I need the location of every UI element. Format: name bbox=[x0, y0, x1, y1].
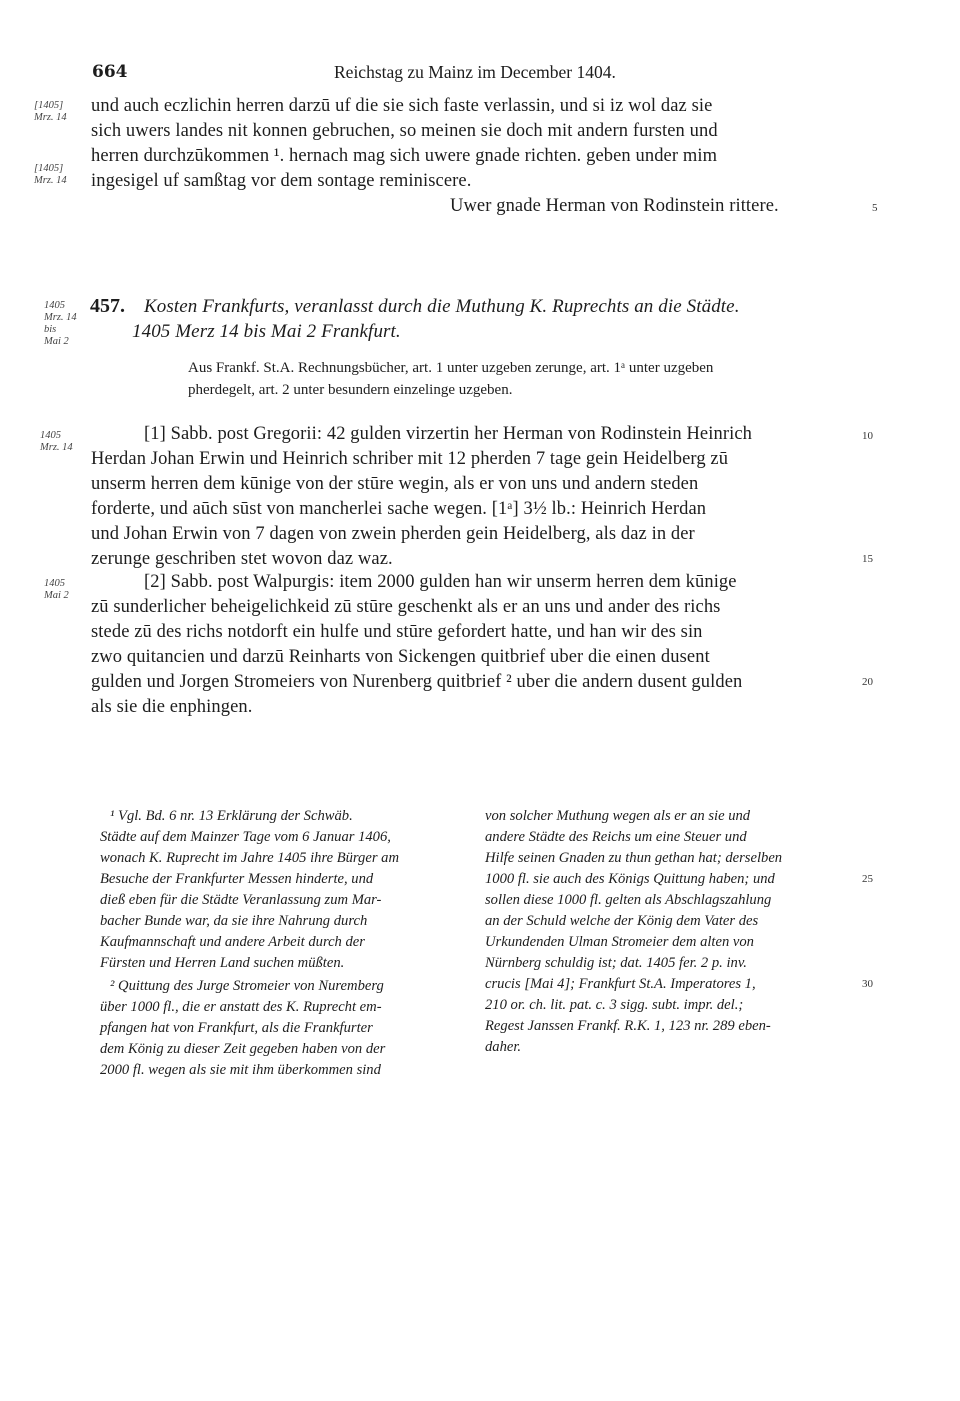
footnote-line: crucis [Mai 4]; Frankfurt St.A. Imperatores 1, bbox=[485, 976, 756, 992]
document-date-place: 1405 Merz 14 bis Mai 2 Frankfurt. bbox=[132, 321, 401, 342]
footnote-line: an der Schuld welche der König dem Vater des bbox=[485, 913, 759, 929]
footnote-line: Urkundenden Ulman Stromeier dem alten von bbox=[485, 934, 754, 950]
document-number: 457. bbox=[90, 295, 125, 317]
footnote-line: Regest Janssen Frankf. R.K. 1, 123 nr. 289 eben- bbox=[485, 1018, 771, 1034]
text-line: zū sunderlicher beheigelichkeid zū stūre geschenkt als er an uns und ander des richs bbox=[91, 597, 721, 617]
footnote-line: daher. bbox=[485, 1039, 522, 1055]
text-line: forderte, und aūch sūst von mancherlei sache wegen. [1ᵃ] 3½ lb.: Heinrich Herdan bbox=[91, 499, 707, 519]
footnote-line: sollen diese 1000 fl. gelten als Abschlagszahlung bbox=[485, 892, 772, 908]
footnote-line: wonach K. Ruprecht im Jahre 1405 ihre Bürger am bbox=[100, 850, 399, 866]
text-line: herren durchzūkommen ¹. hernach mag sich uwere gnade richten. geben under mim bbox=[91, 146, 718, 166]
footnote-line: dieß eben für die Städte Veranlassung zum Mar- bbox=[100, 892, 382, 908]
text-line: ingesigel uf samßtag vor dem sontage reminiscere. bbox=[91, 171, 472, 191]
text-line: stede zū des richs notdorft ein hulfe und stūre gefordert hatte, und han wir des sin bbox=[91, 622, 703, 642]
text-line: zwo quitancien und darzū Reinharts von Sickengen quitbrief uber die einen dusent bbox=[91, 647, 710, 667]
source-note: Aus Frankf. St.A. Rechnungsbücher, art. 1 unter uzgeben zerunge, art. 1ᵃ unter uzgeben bbox=[188, 360, 714, 376]
line-number: 20 bbox=[862, 676, 873, 688]
footnote-line: 2000 fl. wegen als sie mit ihm überkommen sind bbox=[100, 1062, 381, 1078]
text-line: und auch eczlichin herren darzū uf die sie sich faste verlassin, und si iz wol daz sie bbox=[91, 96, 713, 116]
footnote-line: andere Städte des Reichs um eine Steuer und bbox=[485, 829, 747, 845]
footnote-line: ² Quittung des Jurge Stromeier von Nuremberg bbox=[110, 978, 384, 994]
footnote-line: pfangen hat von Frankfurt, als die Frankfurter bbox=[100, 1020, 373, 1036]
line-number: 5 bbox=[872, 202, 878, 214]
signature-line: Uwer gnade Herman von Rodinstein rittere. bbox=[450, 196, 779, 216]
source-note: pherdegelt, art. 2 unter besundern einzelinge uzgeben. bbox=[188, 382, 513, 398]
text-line: und Johan Erwin von 7 dagen von zwein pherden gein Heidelberg, als daz in der bbox=[91, 524, 695, 544]
margin-date: 1405 Mrz. 14 bbox=[40, 430, 73, 453]
line-number: 10 bbox=[862, 430, 873, 442]
footnote-line: ¹ Vgl. Bd. 6 nr. 13 Erklärung der Schwäb. bbox=[110, 808, 353, 824]
footnote-line: Hilfe seinen Gnaden zu thun gethan hat; derselben bbox=[485, 850, 783, 866]
footnote-line: 210 or. ch. lit. pat. c. 3 sigg. subt. impr. del.; bbox=[485, 997, 744, 1013]
footnote-line: Nürnberg schuldig ist; dat. 1405 fer. 2 p. inv. bbox=[485, 955, 747, 971]
footnote-line: über 1000 fl., die er anstatt des K. Ruprecht em- bbox=[100, 999, 382, 1015]
footnote-line: bacher Bunde war, da sie ihre Nahrung durch bbox=[100, 913, 368, 929]
margin-date: [1405] Mrz. 14 bbox=[34, 100, 67, 123]
text-line: [2] Sabb. post Walpurgis: item 2000 gulden han wir unserm herren dem kūnige bbox=[144, 572, 737, 592]
document-title: Kosten Frankfurts, veranlasst durch die Muthung K. Ruprechts an die Städte. bbox=[144, 296, 740, 317]
line-number: 25 bbox=[862, 873, 873, 885]
text-line: gulden und Jorgen Stromeiers von Nurenberg quitbrief ² uber die andern dusent gulden bbox=[91, 672, 743, 692]
margin-date: [1405] Mrz. 14 bbox=[34, 163, 67, 186]
page-number: 664 bbox=[92, 62, 128, 82]
text-line: als sie die enphingen. bbox=[91, 697, 253, 717]
line-number: 30 bbox=[862, 978, 873, 990]
text-line: [1] Sabb. post Gregorii: 42 gulden virzertin her Herman von Rodinstein Heinrich bbox=[144, 424, 752, 444]
footnote-line: Kaufmannschaft und andere Arbeit durch der bbox=[100, 934, 365, 950]
margin-date: 1405 Mrz. 14 bis Mai 2 bbox=[44, 300, 77, 347]
margin-date: 1405 Mai 2 bbox=[44, 578, 69, 601]
footnote-line: Städte auf dem Mainzer Tage vom 6 Januar 1406, bbox=[100, 829, 391, 845]
text-line: unserm herren dem kūnige von der stūre wegin, als er von uns und andern steden bbox=[91, 474, 699, 494]
text-line: Herdan Johan Erwin und Heinrich schriber mit 12 pherden 7 tage gein Heidelberg zū bbox=[91, 449, 729, 469]
line-number: 15 bbox=[862, 553, 873, 565]
running-title: Reichstag zu Mainz im December 1404. bbox=[334, 62, 616, 82]
footnote-line: von solcher Muthung wegen als er an sie und bbox=[485, 808, 751, 824]
text-line: sich uwers landes nit konnen gebruchen, so meinen sie doch mit andern fursten und bbox=[91, 121, 718, 141]
footnote-line: dem König zu dieser Zeit gegeben haben von der bbox=[100, 1041, 386, 1057]
text-line: zerunge geschriben stet wovon daz waz. bbox=[91, 549, 393, 569]
footnote-line: Besuche der Frankfurter Messen hinderte, und bbox=[100, 871, 374, 887]
footnote-line: 1000 fl. sie auch des Königs Quittung haben; und bbox=[485, 871, 775, 887]
footnote-line: Fürsten und Herren Land suchen müßten. bbox=[100, 955, 345, 971]
